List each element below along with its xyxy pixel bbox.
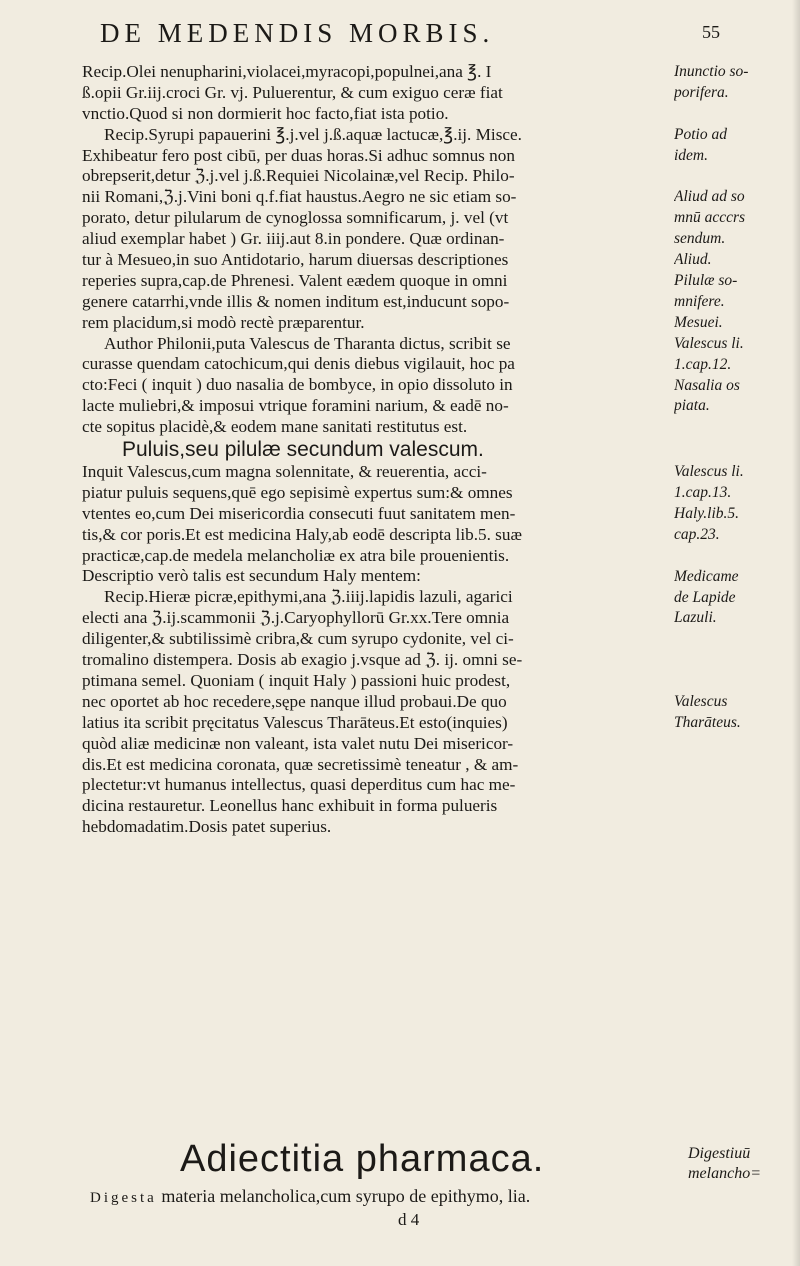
margin-note: mnifere. <box>674 292 725 310</box>
margin-note: Tharāteus. <box>674 713 741 731</box>
text-line: vtentes eo,cum Dei misericordia consecuti fuut sanitatem men- <box>82 503 516 523</box>
page-number: 55 <box>702 22 720 42</box>
section-heading: Adiectitia pharmaca. <box>180 1138 545 1180</box>
margin-note: Inunctio so- <box>674 63 749 80</box>
text-line: aliud exemplar habet ) Gr. iiij.aut 8.in pondere. Quæ ordinan- <box>82 229 505 249</box>
margin-note: de Lapide <box>674 588 736 606</box>
page-header <box>100 18 720 58</box>
text-line: nii Romani,ℨ.j.Vini boni q.f.fiat haustus.Aegro ne sic etiam so- <box>82 187 517 207</box>
text-line: Inquit Valescus,cum magna solennitate, & reuerentia, acci- <box>82 462 487 482</box>
margin-note: sendum. <box>674 230 726 248</box>
margin-note: idem. <box>674 146 709 164</box>
page-edge <box>792 0 800 1266</box>
margin-note: Valescus li. <box>674 334 744 352</box>
margin-note-digestiuum: Digestiuū <box>688 1145 751 1162</box>
text-line: tromalino distempera. Dosis ab exagio j.vsque ad ℨ. ij. omni se- <box>82 650 523 670</box>
margin-note: Aliud. <box>674 251 712 269</box>
margin-note-bottom <box>688 1144 792 1184</box>
text-line: obrepserit,detur ℨ.j.vel j.ß.Requiei Nicolainæ,vel Recip. Philo- <box>82 166 515 186</box>
text-line: piatur puluis sequens,quē ego sepisimè expertus sum:& omnes <box>82 482 513 502</box>
text-line: lacte muliebri,& imposui vtrique foramini narium, & eadē no- <box>82 396 509 416</box>
margin-note: mnū acccrs <box>674 209 746 227</box>
text-line: Recip.Hieræ picræ,epithymi,ana ℨ.iiij.lapidis lazuli, agarici <box>104 587 513 607</box>
text-line: cte sopitus placidè,& eodem mane sanitati restitutus est. <box>82 417 468 437</box>
margin-note: Medicame <box>674 567 739 585</box>
text-line: hebdomadatim.Dosis patet superius. <box>82 817 332 837</box>
margin-note: cap.23. <box>674 525 720 543</box>
text-line: latius ita scribit pręcitatus Valescus Tharāteus.Et esto(inquies) <box>82 712 508 732</box>
text-line: tis,& cor poris.Et est medicina Haly,ab eodē descripta lib.5. suæ <box>82 524 522 544</box>
margin-note: Nasalia os <box>674 376 740 394</box>
last-line-text: materia melancholica,cum syrupo de epithymo, lia. <box>156 1186 531 1206</box>
text-line: tur à Mesueo,in suo Antidotario, harum diuersas descriptiones <box>82 250 509 270</box>
margin-note: Haly.lib.5. <box>674 504 740 522</box>
margin-note-melancho: melancho= <box>688 1165 761 1182</box>
text-line: dis.Et est medicina coronata, quæ secretissimè teneatur , & am- <box>82 754 519 774</box>
text-line: Exhibeatur fero post cibū, per duas horas.Si adhuc somnus non <box>82 145 515 165</box>
margin-note: 1.cap.13. <box>674 484 732 501</box>
text-line: Recip.Syrupi papauerini ℥.j.vel j.ß.aquæ lactucæ,℥.ij. Misce. <box>104 124 522 144</box>
text-line: cto:Feci ( inquit ) duo nasalia de bombyce, in opio dissoluto in <box>82 375 513 395</box>
margin-note: Valescus <box>674 693 728 710</box>
text-line: practicæ,cap.de medela melancholiæ ex atra bile prouenientis. <box>82 545 510 565</box>
margin-note: Pilulæ so- <box>674 272 738 289</box>
text-line: diligenter,& subtilissimè cribra,& cum syrupo cydonite, vel ci- <box>82 629 514 649</box>
body-text <box>82 62 670 838</box>
text-line: plectetur:vt humanus intellectus, quasi deperditus cum hac me- <box>82 775 516 795</box>
text-line: rem placidum,si modò rectè præparentur. <box>82 312 365 332</box>
text-line: electi ana ℨ.ij.scammonii ℨ.j.Caryophyllorū Gr.xx.Tere omnia <box>82 608 510 628</box>
text-line: porato, detur pilularum de cynoglossa somnificarum, j. vel (vt <box>82 208 509 228</box>
text-line: dicina restauretur. Leonellus hanc exhibuit in forma pulueris <box>82 796 498 816</box>
signature-mark: d 4 <box>398 1210 420 1229</box>
margin-note: 1.cap.12. <box>674 355 732 373</box>
text-line: nec oportet ab hoc recedere,sępe nanque illud probaui.De quo <box>82 691 507 711</box>
margin-note: Mesuei. <box>674 313 723 331</box>
margin-note: Lazuli. <box>674 609 717 627</box>
margin-note: piata. <box>674 397 710 415</box>
text-line: curasse quendam catochicum,qui denis diebus vigilauit, hoc pa <box>82 354 515 374</box>
running-title: DE MEDENDIS MORBIS. <box>100 18 495 48</box>
text-line: quòd aliæ medicinæ non valeant, ista valet nutu Dei misericor- <box>82 733 514 753</box>
text-line: ptimana semel. Quoniam ( inquit Haly ) passioni huic prodest, <box>82 670 511 690</box>
text-line: vnctio.Quod si non dormierit hoc facto,fiat ista potio. <box>82 103 449 123</box>
text-line: reperies supra,cap.de Phrenesi. Valent eædem quoque in omni <box>82 270 508 290</box>
text-line: Recip.Olei nenupharini,violacei,myracopi,populnei,ana ℥. I <box>82 62 492 81</box>
last-line <box>90 1186 730 1207</box>
text-line: genere catarrhi,vnde illis & nomen inditum est,inducunt sopo- <box>82 291 510 311</box>
last-line-lead: Digesta <box>90 1190 157 1206</box>
margin-note: Potio ad <box>674 125 727 143</box>
subheading: Puluis,seu pilulæ secundum valescum. <box>122 438 484 462</box>
margin-note: Aliud ad so <box>674 188 745 206</box>
text-line: Descriptio verò talis est secundum Haly mentem: <box>82 566 421 586</box>
margin-note: porifera. <box>674 83 729 101</box>
text-line: Author Philonii,puta Valescus de Tharanta dictus, scribit se <box>104 333 511 353</box>
text-line: ß.opii Gr.iij.croci Gr. vj. Puluerentur, & cum exiguo ceræ fiat <box>82 82 503 102</box>
margin-note: Valescus li. <box>674 463 744 481</box>
